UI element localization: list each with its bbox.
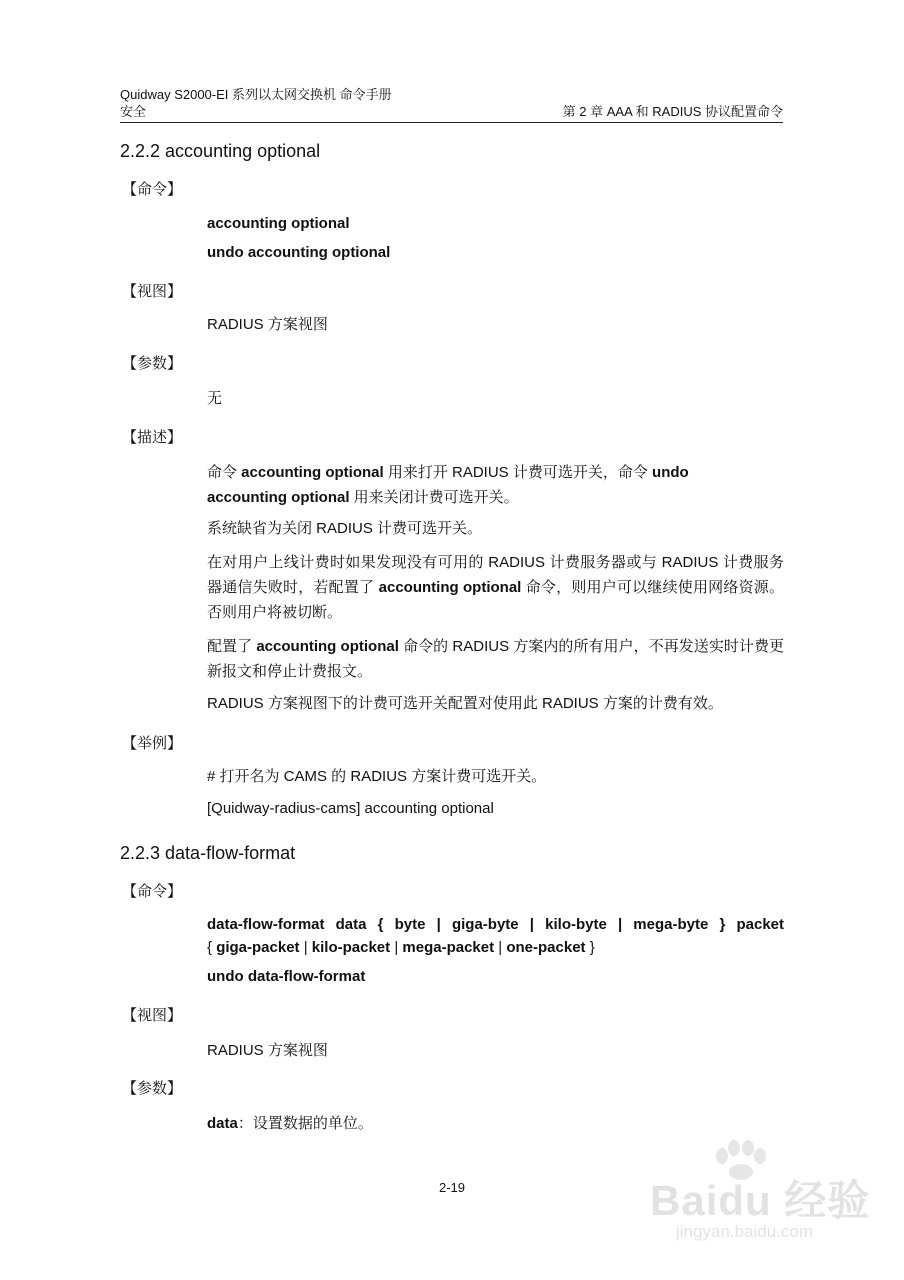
view-value: RADIUS 方案视图 xyxy=(207,316,328,333)
example-command: [Quidway-radius-cams] accounting optional xyxy=(207,800,494,817)
syntax-separator: | xyxy=(299,939,312,956)
command-syntax-continued xyxy=(207,938,784,958)
syntax-brace: { xyxy=(207,939,217,956)
parameter-name: data xyxy=(207,1115,238,1132)
description-paragraph-2: 系统缺省为关闭 RADIUS 计费可选开关。 xyxy=(207,520,483,537)
command-label: 【命令】 xyxy=(122,181,183,198)
watermark-brand: Baidu 经验 xyxy=(650,1177,871,1224)
command-syntax-undo: undo data-flow-format xyxy=(207,968,366,985)
parameter-data xyxy=(207,1114,784,1134)
view-label: 【视图】 xyxy=(122,283,183,300)
desc-command: accounting optional xyxy=(256,638,399,655)
desc-text: 配置了 xyxy=(207,638,257,655)
parameters-value: 无 xyxy=(207,390,223,407)
page-number: 2-19 xyxy=(438,1180,466,1195)
header-manual-title: Quidway S2000-EI 系列以太网交换机 命令手册 xyxy=(120,87,392,102)
desc-text: 命令的 RADIUS 方案内的所有用户，不再发送实时计费更新报文和停止计费报文。 xyxy=(207,638,785,680)
syntax-separator: | xyxy=(390,939,403,956)
command-syntax-undo: undo accounting optional xyxy=(207,244,391,261)
description-paragraph-3 xyxy=(207,550,784,625)
section-title-2-2-3: 2.2.3 data-flow-format xyxy=(120,843,296,863)
command-syntax: data-flow-format data { byte | giga-byte | kilo-byte | mega-byte } packet xyxy=(207,916,784,933)
parameters-label: 【参数】 xyxy=(122,355,183,372)
baidu-jingyan-watermark xyxy=(640,1140,880,1260)
view-value: RADIUS 方案视图 xyxy=(207,1042,328,1059)
description-paragraph-1 xyxy=(207,460,784,510)
desc-text: 用来关闭计费可选开关。 xyxy=(349,489,519,506)
syntax-separator: | xyxy=(494,939,507,956)
desc-text: 命令，则用户可以继续使用网络资源。否则用户将被切断。 xyxy=(207,579,785,621)
header-divider xyxy=(120,122,783,123)
example-label: 【举例】 xyxy=(122,735,183,752)
desc-text: 在对用户上线计费时如果发现没有可用的 RADIUS 计费服务器或与 RADIUS 计费服务器通信失败时，若配置了 xyxy=(207,554,784,596)
description-paragraph-4 xyxy=(207,634,784,684)
desc-command: accounting optional xyxy=(378,579,522,596)
syntax-keyword: mega-packet xyxy=(402,939,495,956)
desc-command: undo xyxy=(652,464,689,481)
command-syntax: accounting optional xyxy=(207,215,350,232)
header-volume: 安全 xyxy=(120,104,147,119)
syntax-keyword: one-packet xyxy=(506,939,586,956)
description-label: 【描述】 xyxy=(122,429,183,446)
desc-command: accounting optional xyxy=(207,489,350,506)
desc-text: 用来打开 RADIUS 计费可选开关，命令 xyxy=(383,464,653,481)
parameter-description: ：设置数据的单位。 xyxy=(237,1115,373,1132)
syntax-brace: } xyxy=(585,939,595,956)
header-chapter: 第 2 章 AAA 和 RADIUS 协议配置命令 xyxy=(562,104,783,119)
syntax-keyword: giga-packet xyxy=(216,939,300,956)
description-paragraph-5: RADIUS 方案视图下的计费可选开关配置对使用此 RADIUS 方案的计费有效。 xyxy=(207,695,723,712)
view-label: 【视图】 xyxy=(122,1007,183,1024)
example-comment: # 打开名为 CAMS 的 RADIUS 方案计费可选开关。 xyxy=(207,768,547,785)
command-label: 【命令】 xyxy=(122,883,183,900)
desc-text: 命令 xyxy=(207,464,242,481)
parameters-label: 【参数】 xyxy=(122,1080,183,1097)
desc-command: accounting optional xyxy=(241,464,384,481)
section-title-2-2-2: 2.2.2 accounting optional xyxy=(120,141,321,161)
syntax-keyword: kilo-packet xyxy=(311,939,391,956)
watermark-url: jingyan.baidu.com xyxy=(676,1222,814,1241)
